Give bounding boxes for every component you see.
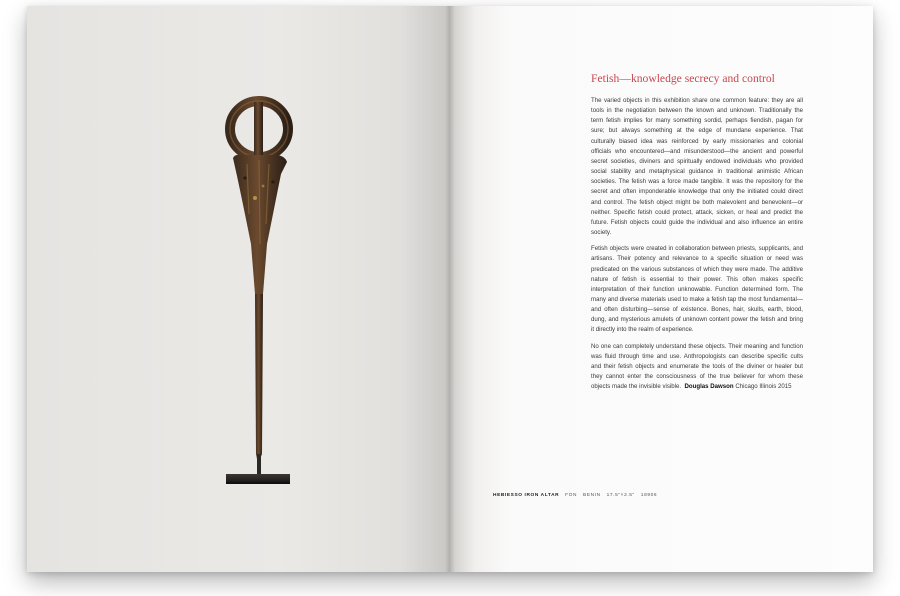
caption-title: HEBIESSO IRON ALTAR xyxy=(493,493,560,498)
essay-text-block xyxy=(591,72,803,398)
caption-country: BENIN xyxy=(583,493,601,498)
author-name: Douglas Dawson xyxy=(684,383,734,391)
iron-altar-photo xyxy=(197,94,317,504)
essay-paragraph-2: Fetish objects were created in collaboration between priests, supplicants, and artisans. Their potency and relevance to a specific situation or need was predicated on the various substances of which they were made. The additive nature of fetish is essential to their power. This often makes specific interpretation of their function unknowable. Function determined form. The many and diverse materials used to make a fetish tap the most fundamental—and often disturbing—sense of existence. Bones, hair, skulls, earth, blood, dung, and mysterious amulets of unknown content power the fetish and bring it directly into the realm of experience. xyxy=(591,245,803,334)
caption-culture: FON xyxy=(565,493,578,498)
essay-paragraph-3 xyxy=(591,342,803,393)
left-page xyxy=(27,6,450,572)
essay-title: Fetish—knowledge secrecy and control xyxy=(591,72,775,85)
caption-catalog-number: 18906 xyxy=(640,493,658,498)
spine-gutter xyxy=(445,6,455,572)
caption-dimensions: 17.5"×2.5" xyxy=(606,493,635,498)
essay-paragraph-1: The varied objects in this exhibition share one common feature: they are all tools in the negotiation between the known and unknown. Traditionally the term fetish implies for many something sordid, perhaps fiendish, pagan for sure; but always something at the edge of mundane experience. That culturally biased idea was reinforced by early missionaries and colonial officials who encountered—and misunderstood—the ancient and powerful secret societies, diviners and spiritually endowed individuals who provided social stability and metaphysical guidance in traditional animistic African societies. The fetish was a force made tangible. It was the repository for the secret and often imponderable knowledge that only the initiated could direct and control. The fetish object might be both malevolent and benevolent—or neither. Specific fetish could protect, attack, sicken, or heal and predict the future. Fetish objects could guide the individual and also influence an entire society. xyxy=(591,97,803,237)
author-location: Chicago Illinois 2015 xyxy=(735,383,792,391)
object-caption xyxy=(493,493,661,498)
essay-paragraph-3-text: No one can completely understand these objects. Their meaning and function was fluid through time and use. Anthropologists can describe specific cults and their fetish objects and enumerate the tools of the diviner or healer but they cannot enter the consciousness of the true believer for whom these objects made the invisible visible. xyxy=(591,342,803,391)
